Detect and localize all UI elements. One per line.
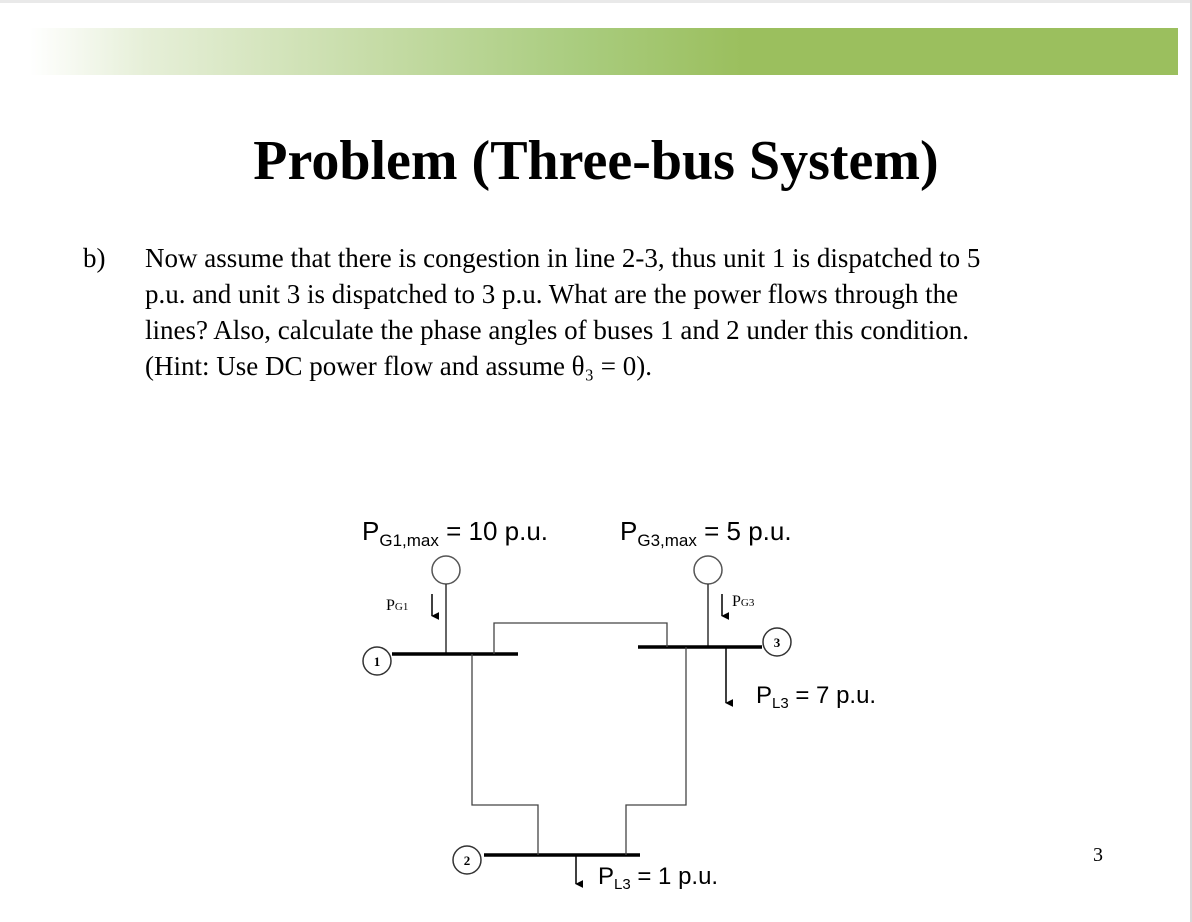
- slide-title: Problem (Three-bus System): [253, 130, 939, 192]
- page-number: 3: [1093, 844, 1103, 866]
- problem-text: Now assume that there is congestion in line 2-3, thus unit 1 is dispatched to 5 p.u. and unit 3 is dispatched to 3 p.u. What are the power flows through the lines? Also, calculate the phase angles of buses 1 and 2 under this condition. (Hint: Use DC power flow and assume θ₃ = 0).: [145, 243, 981, 381]
- bus-1-number: 1: [373, 654, 381, 669]
- generator-3-icon: [694, 556, 722, 584]
- bus-2-number: 2: [463, 853, 471, 868]
- line-1-2: [472, 654, 538, 855]
- g1-max-label: $P_{G1,max} = 10$ p.u.: [362, 516, 549, 550]
- load-2-label: $P_{L3} = 1$ p.u.: [598, 863, 719, 893]
- pg1-label: PG1: [386, 597, 409, 614]
- item-label: b): [83, 243, 106, 273]
- g3-max-label: $P_{G3,max} = 5$ p.u.: [620, 516, 792, 550]
- pg3-label: PG3: [732, 593, 755, 610]
- load-3-label: $P_{L3} = 7$ p.u.: [756, 682, 877, 712]
- line-2-3: [626, 647, 686, 855]
- generator-1-icon: [432, 556, 460, 584]
- bus-3-number: 3: [773, 635, 781, 650]
- line-1-3: [494, 623, 667, 654]
